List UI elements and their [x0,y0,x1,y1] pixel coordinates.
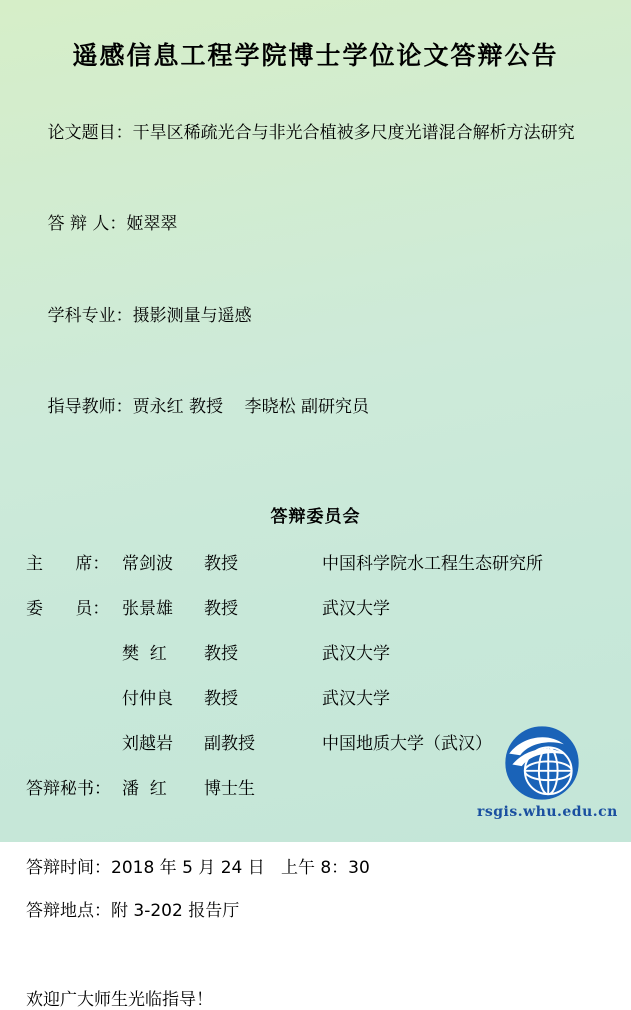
committee-role-5: 答辩秘书： [26,778,111,799]
field-candidate [26,189,631,280]
field-supervisor [26,372,631,463]
defense-location: 答辩地点：附 3-202 报告厅 [26,900,240,921]
field-thesis-title-value: 干旱区稀疏光合与非光合植被多尺度光谱混合解析方法研究 [132,122,575,143]
field-candidate-label: 答 辩 人： [47,214,127,235]
globe-logo-icon [503,724,581,802]
committee-name-5: 潘 红 [122,778,167,799]
committee-org-2: 武汉大学 [322,643,390,664]
committee-name-1: 张景雄 [122,598,173,619]
committee-role-3 [26,684,122,709]
committee-row-member-1 [26,594,631,639]
field-major-label: 学科专业： [47,305,133,326]
committee-rank-2: 教授 [204,643,238,664]
committee-name-3: 付仲良 [122,688,173,709]
defense-time: 答辩时间：2018 年 5 月 24 日 上午 8：30 [26,857,370,878]
section-spacer [0,819,631,853]
committee-row-chair [26,549,631,594]
committee-rank-5: 博士生 [204,778,255,799]
welcome-note: 欢迎广大师生光临指导！ [26,989,213,1010]
committee-rank-4: 副教授 [204,733,255,754]
field-thesis-title-label: 论文题目： [47,122,133,143]
committee-rank-3: 教授 [204,688,238,709]
committee-heading: 答辩委员会 [270,506,361,527]
committee-org-0: 中国科学院水工程生态研究所 [322,553,543,574]
committee-name-0: 常剑波 [122,553,173,574]
committee-org-1: 武汉大学 [322,598,390,619]
field-supervisor-value: 贾永红 教授 李晓松 副研究员 [132,396,370,417]
committee-role-0: 主 席： [26,553,110,574]
field-major-value: 摄影测量与遥感 [132,305,252,326]
logo-url-text: rsgis.whu.edu.cn [477,804,618,820]
school-logo [477,724,618,820]
committee-row-member-2 [26,639,631,684]
committee-rank-1: 教授 [204,598,238,619]
committee-role-4 [26,729,122,754]
field-candidate-value: 姬翠翠 [126,214,178,235]
field-supervisor-label: 指导教师： [47,396,133,417]
committee-org-4: 中国地质大学（武汉） [322,733,492,754]
committee-org-3: 武汉大学 [322,688,390,709]
committee-role-1: 委 员： [26,598,110,619]
committee-role-2 [26,639,122,664]
page-title: 遥感信息工程学院博士学位论文答辩公告 [72,41,559,70]
committee-row-member-3 [26,684,631,729]
field-major [26,281,631,372]
committee-rank-0: 教授 [204,553,238,574]
field-thesis-title [26,98,631,189]
committee-name-4: 刘越岩 [122,733,173,754]
committee-name-2: 樊 红 [122,643,167,664]
